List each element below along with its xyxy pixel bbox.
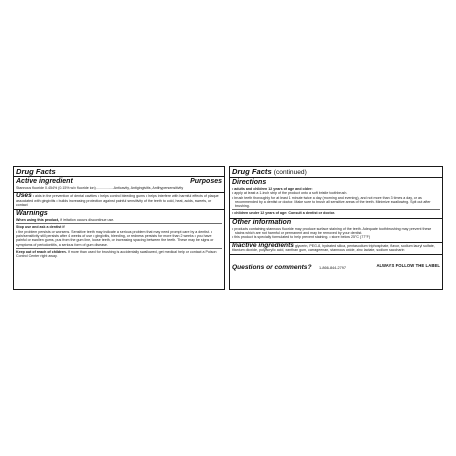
directions-bullet-1: • apply at least a 1-inch strip of the product onto a soft bristle toothbrush. — [232, 191, 348, 196]
inactive-ingredients-text: glycerin, PEG-8, hydrated silica, pentasodium triphosphate, flavor, sodium lauryl sulfate, titanium dioxide, polyacrylic acid, xanthan gum, carrageenan, stannous oxide, zinc lactate, sodium saccharin — [232, 243, 435, 252]
active-ingredient-heading — [14, 178, 224, 186]
uses-title: Uses — [16, 192, 32, 200]
purposes-title: Purposes — [190, 178, 222, 185]
active-ingredient-title: Active ingredient — [16, 178, 73, 185]
inactive-ingredients-section — [230, 243, 442, 253]
directions-adults: • adults and children 12 years of age and older: — [232, 187, 313, 191]
uses-text: • aids in the prevention of dental cavities • helps control bleeding gums • helps interfere with harmful effects of plaque associated with gingivitis • builds increasing protection against painful sensitivity of the teeth to cold, heat, acids, sweets, or contact — [16, 194, 219, 207]
directions-bullet-2: • brush teeth thoroughly for at least 1 minute twice a day (morning and evening), and not more than 3 times a day, or as recommended by a dentist or doctor. Make sure to brush all sensitive areas of the teeth. Minimize swallowing. Spit out after brushing. — [232, 195, 431, 209]
other-information-title: Other information — [232, 218, 292, 226]
panel-header-continued — [230, 167, 442, 178]
always-follow-label: ALWAYS FOLLOW THE LABEL — [376, 262, 440, 268]
keep-rest: If more than used for brushing is accidentally swallowed, get medical help or contact a Poison Control Center right away. — [16, 249, 217, 259]
keep-out-of-reach — [14, 250, 224, 259]
questions-row — [230, 255, 442, 274]
directions-children: • children under 12 years of age: Consult a dentist or doctor. — [232, 211, 336, 216]
stop-use-title: Stop use and ask a dentist if — [16, 225, 65, 230]
drug-facts-panel-right — [229, 166, 443, 290]
other-info-bullet-1: • products containing stannous fluoride may produce surface staining of the teeth. Adequate toothbrushing may prevent these stains which are not harmful or permanent and may be removed by your dentist. — [232, 226, 432, 236]
when-using-bold: When using this product, — [16, 218, 60, 223]
stop-use-text: • the problem persists or worsens. Sensitive teeth may indicate a serious problem that may need prompt care by a dentist. • pain/sensitivity still persists after 4 weeks of use • gingivitis, bleeding, or redness persists for more than 2 weeks • you have painful or swollen gums, pus from the gum line, loose teeth, or increasing spacing between the teeth. These may be signs or symptoms of periodontitis, a serious form of gum disease. — [16, 229, 214, 247]
panel-header-right: Drug Facts — [232, 167, 272, 176]
inactive-ingredients-title: Inactive ingredients — [232, 241, 294, 249]
drug-facts-label — [13, 166, 443, 290]
panel-header-cont: (continued) — [273, 169, 307, 176]
other-info-bullet-2: • this product is specially formulated to help prevent staining. • store below 25°C (77°F) — [232, 235, 371, 240]
phone-number: 1-866-844-2797 — [318, 266, 346, 271]
directions-title: Directions — [232, 179, 267, 186]
questions-title: Questions or comments? — [232, 264, 312, 272]
warnings-when-using — [14, 218, 224, 222]
warnings-title: Warnings — [16, 210, 48, 218]
drug-facts-panel-left — [13, 166, 225, 290]
uses-section — [14, 193, 224, 207]
panel-header: Drug Facts — [14, 167, 224, 177]
keep-bold: Keep out of reach of children. — [16, 249, 67, 254]
active-ingredient-text: Stannous fluoride 0.454% (0.15% w/v fluoride ion)..................Anticavity, Antigingivitis, Antihypersensitivity — [16, 186, 184, 190]
when-using-rest: if irritation occurs discontinue use. — [59, 218, 115, 223]
